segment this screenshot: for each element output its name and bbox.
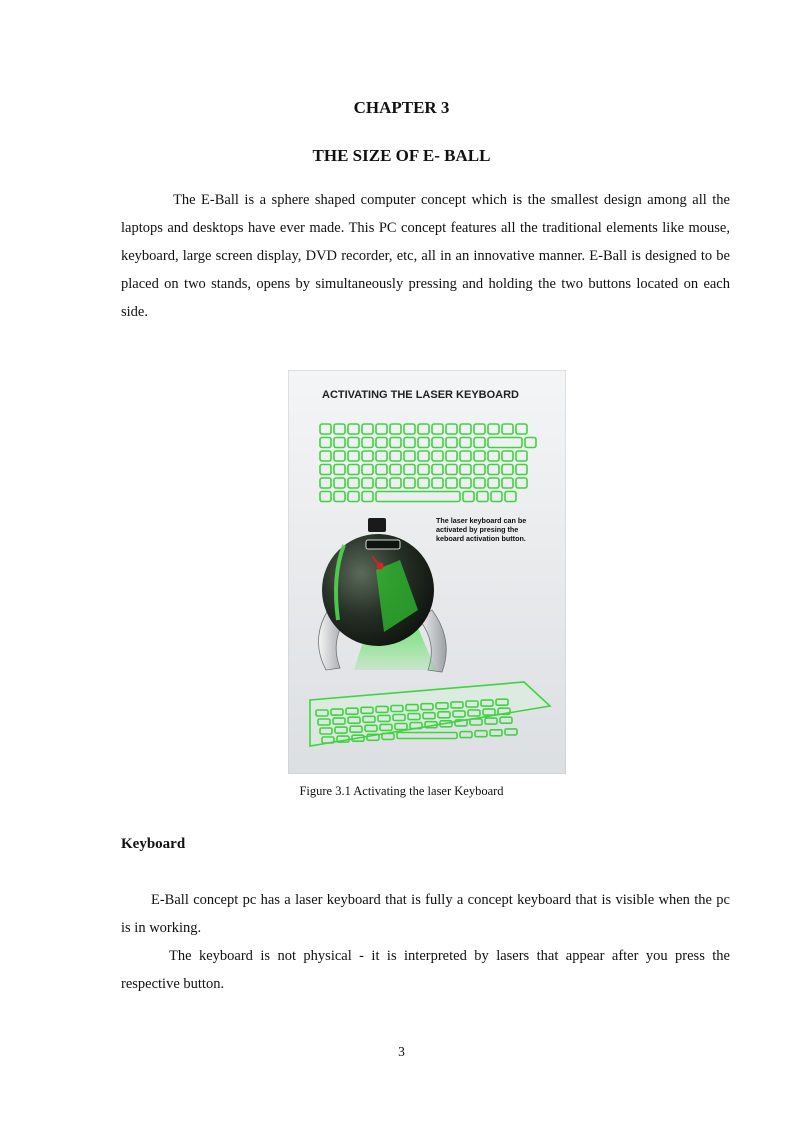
figure-note-line1: The laser keyboard can be xyxy=(436,516,527,525)
figure-image xyxy=(288,370,566,774)
intro-paragraph: The E-Ball is a sphere shaped computer concept which is the smallest design among all the laptops and desktops have ever made. This PC concept features all the traditional elements like mouse, keyboard, large screen display, DVD recorder, etc, all in an innovative manner. E-Ball is designed to be placed on two stands, opens by simultaneously pressing and holding the two buttons located on each side. xyxy=(121,192,730,320)
keyboard-paragraph-2: The keyboard is not physical - it is interpreted by lasers that appear after you press the respective button. xyxy=(121,948,730,992)
page-number: 3 xyxy=(398,1044,405,1059)
chapter-label: CHAPTER 3 xyxy=(353,98,450,117)
keyboard-paragraph-1: E-Ball concept pc has a laser keyboard that is fully a concept keyboard that is visible when the pc is in working. xyxy=(121,892,730,936)
section-heading-keyboard: Keyboard xyxy=(121,836,186,852)
figure-caption: Figure 3.1 Activating the laser Keyboard xyxy=(299,784,504,798)
figure-note-line3: keboard activation button. xyxy=(436,534,526,543)
figure-note-line2: activated by presing the xyxy=(436,525,519,534)
page-title: THE SIZE OF E- BALL xyxy=(312,146,491,165)
figure-banner: ACTIVATING THE LASER KEYBOARD xyxy=(322,389,519,401)
